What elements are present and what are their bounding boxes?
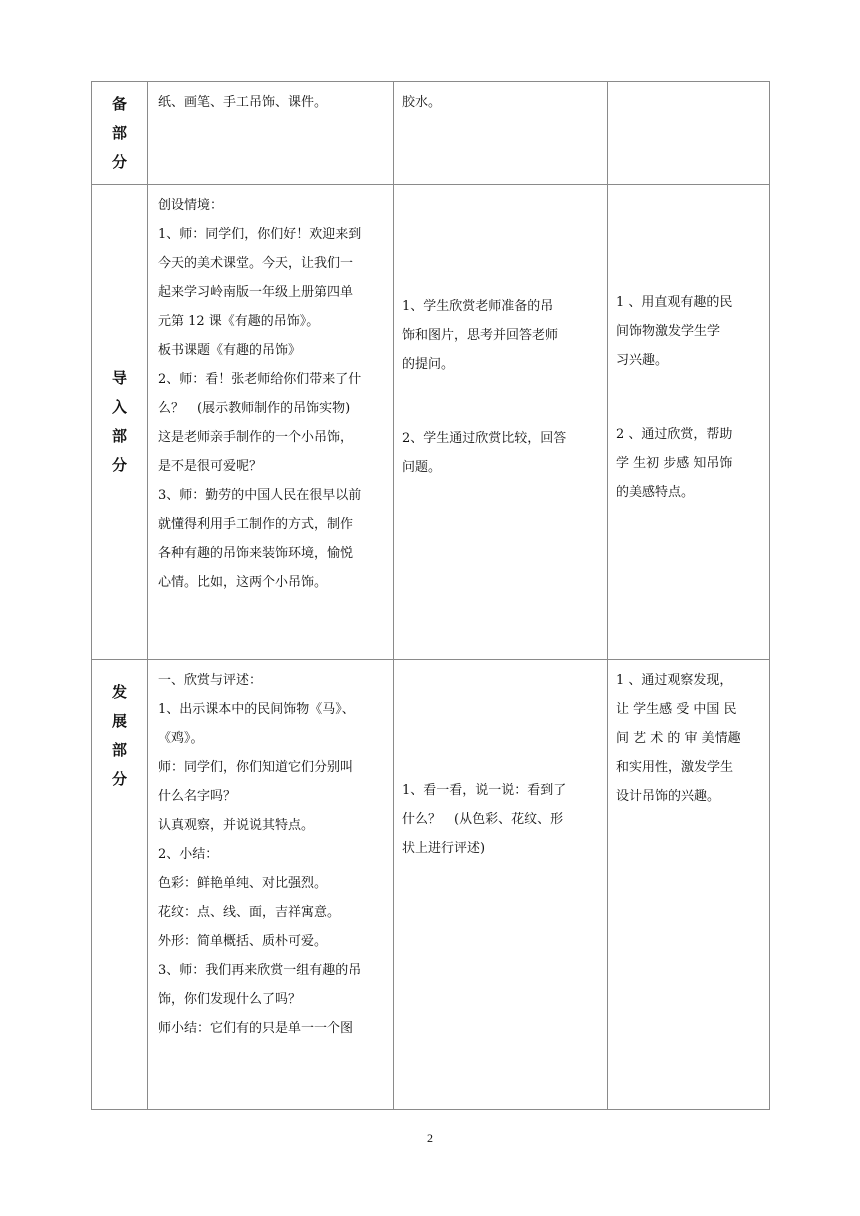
student-activity-prep: 胶水。 bbox=[394, 82, 608, 185]
section-label-prep: 备 部 分 bbox=[92, 82, 148, 185]
student-activity-intro: 1、学生欣赏老师准备的吊 饰和图片，思考并回答老师 的提问。 2、学生通过欣赏比较，回答 问题。 bbox=[394, 185, 608, 660]
table-row-prep bbox=[92, 82, 770, 185]
table-row-intro bbox=[92, 185, 770, 660]
purpose-dev: 1 、通过观察发现， 让 学生感 受 中国 民 间 艺 术 的 审 美情趣 和实用性，激发学生 设计吊饰的兴趣。 bbox=[608, 660, 770, 1110]
lesson-plan-table bbox=[91, 81, 770, 1110]
purpose-prep bbox=[608, 82, 770, 185]
page-number: 2 bbox=[427, 1131, 433, 1145]
section-label-intro: 导 入 部 分 bbox=[92, 185, 148, 660]
table-row-dev bbox=[92, 660, 770, 1110]
student-activity-dev: 1、看一看，说一说：看到了 什么？ (从色彩、花纹、形 状上进行评述) bbox=[394, 660, 608, 1110]
teacher-activity-intro: 创设情境： 1、师：同学们，你们好！欢迎来到 今天的美术课堂。今天，让我们一 起来学习岭南版一年级上册第四单 元第 12 课《有趣的吊饰》。 板书课题《有趣的吊饰》 2、师：看！张老师给你们带来了什 么？ (展示教师制作的吊饰实物) 这是老师亲手制作的一个小吊饰， 是不是很可爱呢？ 3、师：勤劳的中国人民在很早以前 就懂得利用手工制作的方式，制作 各种有趣的吊饰来装饰环境，愉悦 心情。比如，这两个小吊饰。 bbox=[148, 185, 394, 660]
teacher-activity-dev: 一、欣赏与评述： 1、出示课本中的民间饰物《马》、 《鸡》。 师：同学们，你们知道它们分别叫 什么名字吗？ 认真观察，并说说其特点。 2、小结： 色彩：鲜艳单纯、对比强烈。 花纹：点、线、面，吉祥寓意。 外形：简单概括、质朴可爱。 3、师：我们再来欣赏一组有趣的吊 饰，你们发现什么了吗？ 师小结：它们有的只是单一一个图 bbox=[148, 660, 394, 1110]
purpose-intro: 1 、用直观有趣的民 间饰物激发学生学 习兴趣。 2 、通过欣赏，帮助 学 生初 步感 知吊饰 的美感特点。 bbox=[608, 185, 770, 660]
section-label-dev: 发 展 部 分 bbox=[92, 660, 148, 1110]
teacher-activity-prep: 纸、画笔、手工吊饰、课件。 bbox=[148, 82, 394, 185]
